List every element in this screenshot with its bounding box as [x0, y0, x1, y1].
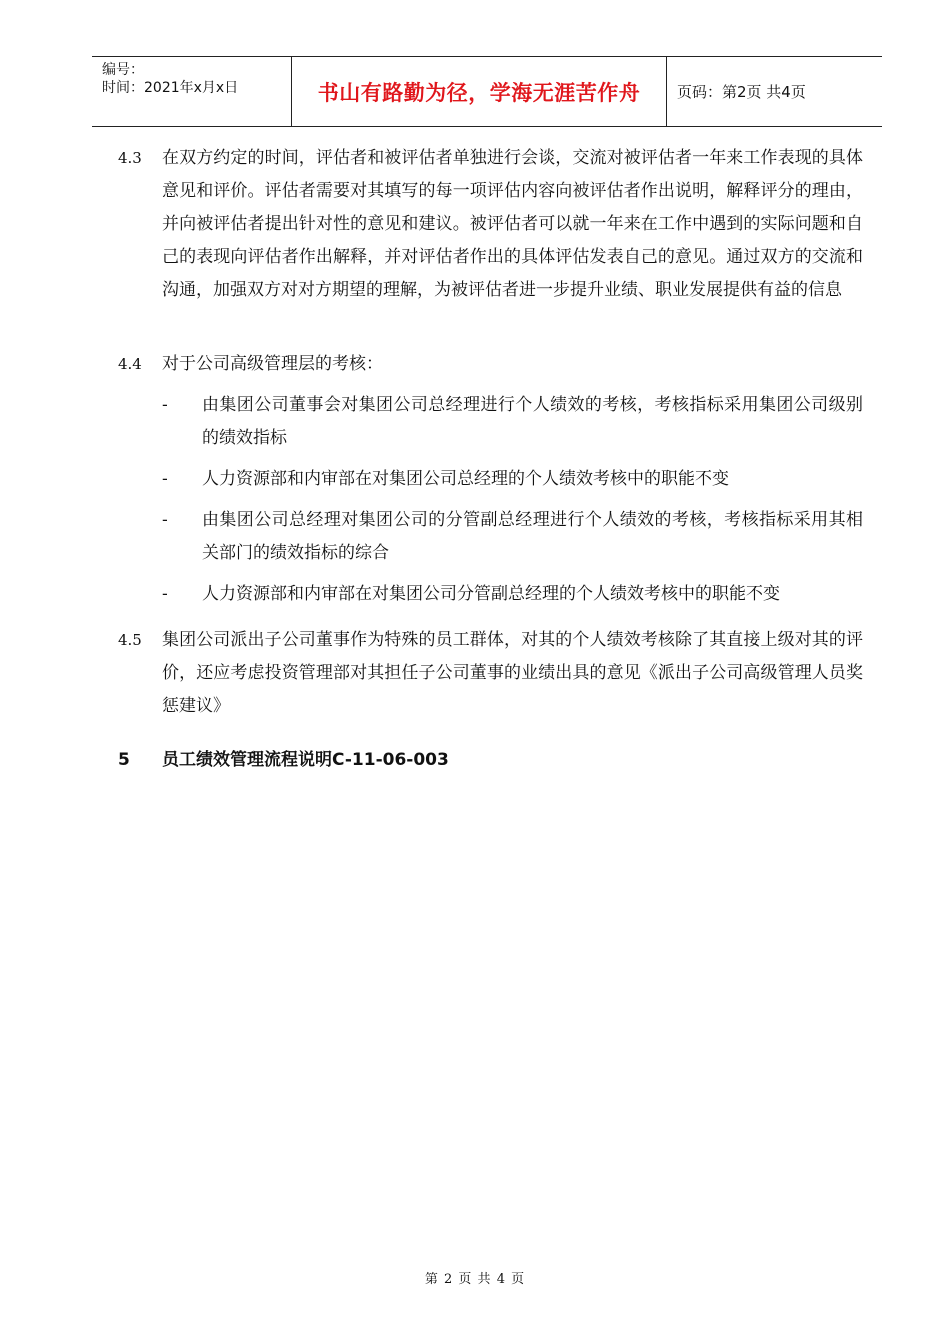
- bullet-text: 由集团公司董事会对集团公司总经理进行个人绩效的考核，考核指标采用集团公司级别的绩效指标: [202, 395, 863, 448]
- section-4-4: [118, 348, 863, 611]
- document-number-label: 编号：: [102, 62, 144, 78]
- bullet-item: [118, 504, 863, 570]
- section-number: 5: [118, 750, 130, 770]
- section-text: 在双方约定的时间，评估者和被评估者单独进行会谈，交流对被评估者一年来工作表现的具体意见和评价。评估者需要对其填写的每一项评估内容向被评估者作出说明，解释评分的理由，并向被评估者提出针对性的意见和建议。被评估者可以就一年来在工作中遇到的实际问题和自己的表现向评估者作出解释，并对评估者作出的具体评估发表自己的意见。通过双方的交流和沟通，加强双方对对方期望的理解，为被评估者进一步提升业绩、职业发展提供有益的信息: [162, 148, 863, 300]
- section-4-5: [118, 624, 863, 723]
- page-footer: 第 2 页 共 4 页: [424, 1272, 526, 1287]
- bullet-text: 人力资源部和内审部在对集团公司分管副总经理的个人绩效考核中的职能不变: [202, 584, 780, 604]
- header-page-info: 页码：第2页 共4页: [677, 83, 806, 101]
- bullet-item: [118, 578, 863, 611]
- section-title: 员工绩效管理流程说明C-11-06-003: [162, 750, 449, 770]
- page-header: [92, 56, 882, 127]
- bullet-text: 由集团公司总经理对集团公司的分管副总经理进行个人绩效的考核，考核指标采用其相关部门的绩效指标的综合: [202, 510, 863, 563]
- dash-marker: -: [162, 469, 168, 489]
- header-motto: 书山有路勤为径，学海无涯苦作舟: [317, 80, 641, 105]
- dash-marker: -: [162, 584, 168, 604]
- section-number: 4.4: [118, 355, 142, 373]
- document-time: 时间：2021年x月x日: [102, 80, 239, 96]
- bullet-text: 人力资源部和内审部在对集团公司总经理的个人绩效考核中的职能不变: [202, 469, 729, 489]
- header-divider: [666, 57, 667, 126]
- dash-marker: -: [162, 510, 168, 530]
- section-4-3: [118, 142, 863, 307]
- header-meta: [102, 61, 292, 97]
- bullet-item: [118, 389, 863, 455]
- section-number: 4.3: [118, 149, 142, 167]
- section-number: 4.5: [118, 631, 142, 649]
- bullet-item: [118, 463, 863, 496]
- dash-marker: -: [162, 395, 168, 415]
- section-text: 对于公司高级管理层的考核：: [162, 354, 383, 374]
- section-5-heading: [118, 744, 863, 777]
- section-text: 集团公司派出子公司董事作为特殊的员工群体，对其的个人绩效考核除了其直接上级对其的评价，还应考虑投资管理部对其担任子公司董事的业绩出具的意见《派出子公司高级管理人员奖惩建议》: [162, 630, 863, 716]
